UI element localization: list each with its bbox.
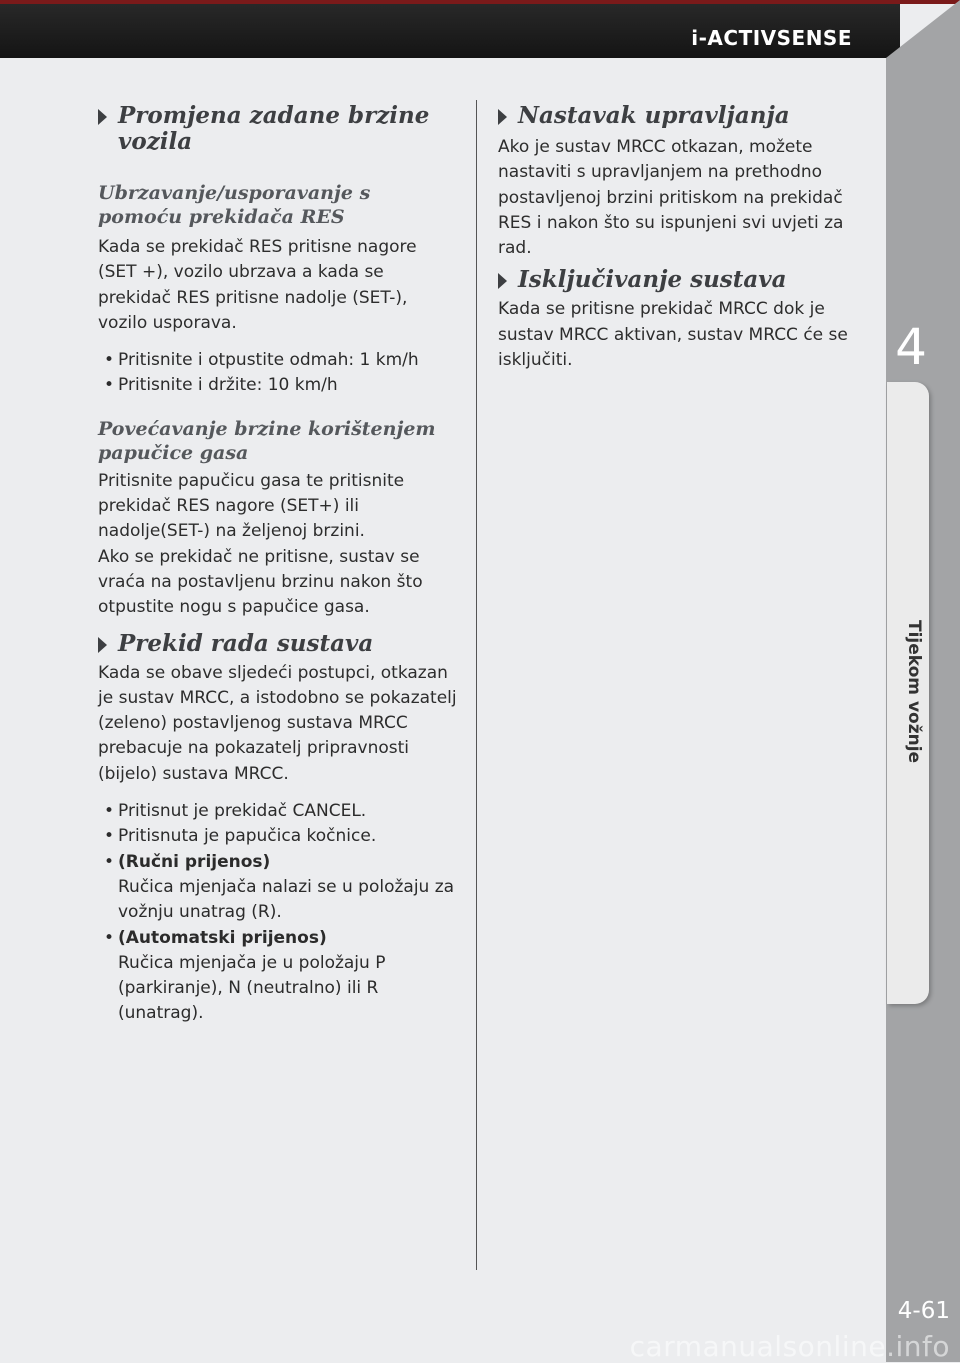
section-title: i-ACTIVSENSE: [691, 26, 852, 50]
chapter-label: Tijekom vožnje: [904, 620, 924, 764]
heading-marker-icon: [98, 637, 107, 653]
paragraph-accelerator-b: Ako se prekidač ne pritisne, sustav se vraća na postavljenu brzinu nakon što otpustite nogu s papučice gasa.: [98, 546, 423, 618]
watermark: carmanualsonline.info: [629, 1330, 950, 1363]
list-item: • (Ručni prijenos) Ručica mjenjača nalazi se u položaju za vožnju unatrag (R).: [104, 851, 455, 923]
list-item: • (Automatski prijenos) Ručica mjenjača je u položaju P (parkiranje), N (neutralno) ili R (unatrag).: [104, 927, 386, 1024]
column-divider: [476, 100, 477, 1270]
list-stop-conditions: [98, 799, 458, 1027]
heading-marker-icon: [498, 273, 507, 289]
header-accent-line: [0, 0, 960, 4]
right-column: [498, 100, 868, 373]
paragraph-stop-system: Kada se obave sljedeći postupci, otkazan je sustav MRCC, a istodobno se pokazatelj (zeleno) postavljenog sustava MRCC prebacuje na pokazatelj pripravnosti (bijelo) sustava MRCC.: [98, 662, 457, 784]
heading-marker-icon: [498, 109, 507, 125]
heading-text: Isključivanje sustava: [518, 266, 787, 294]
heading-text: Promjena zadane brzine vozila: [118, 102, 430, 155]
heading-text: Prekid rada sustava: [118, 629, 374, 657]
paragraph-accelerator-a: Pritisnite papučicu gasa te pritisnite prekidač RES nagore (SET+) ili nadolje(SET-) na željenoj brzini.: [98, 470, 405, 542]
heading-resume-control: [498, 103, 868, 129]
heading-turn-off: [498, 267, 868, 293]
left-column: [98, 100, 458, 1027]
heading-marker-icon: [98, 109, 107, 125]
list-item: • Pritisnite i otpustite odmah: 1 km/h: [104, 350, 419, 371]
paragraph-res-switch: Kada se prekidač RES pritisne nagore (SET +), vozilo ubrzava a kada se prekidač RES pritisne nadolje (SET-), vozilo usporava.: [98, 237, 417, 333]
subheading-res-switch: Ubrzavanje/usporavanje s pomoću prekidača RES: [98, 182, 371, 228]
heading-text: Nastavak upravljanja: [518, 102, 790, 129]
side-column-corner: [886, 0, 960, 58]
page-number: 4-61: [897, 1298, 950, 1324]
subheading-accelerator: Povećavanje brzine korištenjem papučice gasa: [98, 417, 436, 464]
heading-change-speed: [98, 103, 458, 155]
list-item: • Pritisnite i držite: 10 km/h: [104, 375, 338, 396]
chapter-number: 4: [895, 318, 927, 376]
paragraph-resume-control: Ako je sustav MRCC otkazan, možete nastaviti s upravljanjem na prethodno postavljenoj brzini pritiskom na prekidač RES i nakon što su ispunjeni svi uvjeti za rad.: [498, 137, 844, 259]
heading-stop-system: [98, 631, 458, 657]
paragraph-turn-off: Kada se pritisne prekidač MRCC dok je sustav MRCC aktivan, sustav MRCC će se isključiti.: [498, 299, 848, 371]
list-res-switch: [98, 348, 458, 399]
list-item: • Pritisnut je prekidač CANCEL.: [104, 801, 367, 822]
list-item: • Pritisnuta je papučica kočnice.: [104, 826, 377, 847]
